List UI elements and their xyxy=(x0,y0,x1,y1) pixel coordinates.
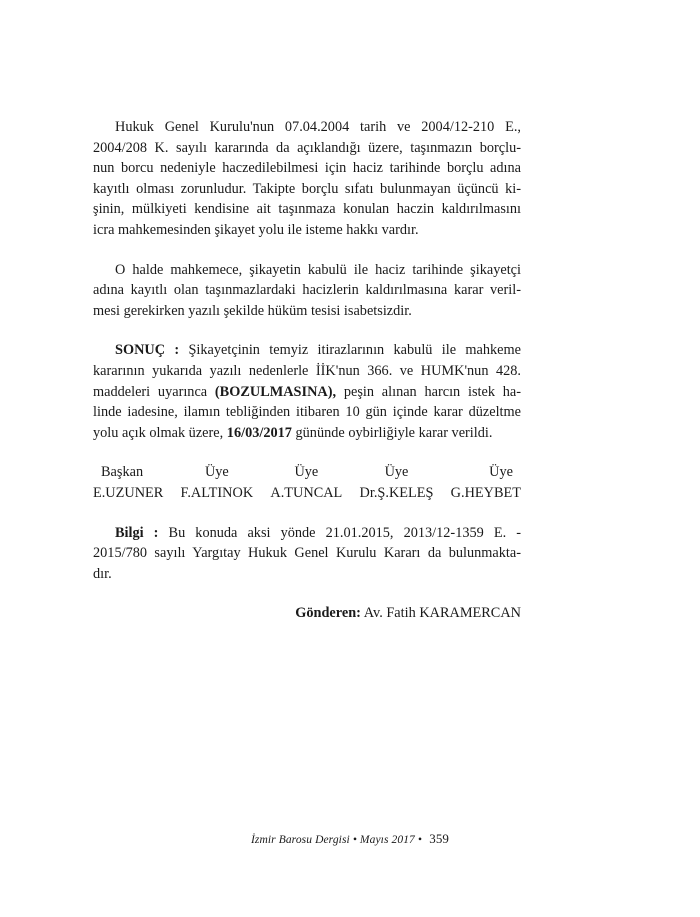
text-line: SONUÇ : Şikayetçinin temyiz itirazlarının kabulü ile mahkeme xyxy=(115,342,521,359)
info-label: Bilgi : xyxy=(115,524,159,541)
judge-title: Başkan xyxy=(101,464,144,481)
judge-title: Üye xyxy=(384,464,409,481)
verdict-label: SONUÇ : xyxy=(115,342,180,359)
judge-title: Üye xyxy=(204,464,229,481)
text-line: kararının yukarıda yazılı nedenlerle İİK'nun 366. ve HUMK'nun 428. xyxy=(93,362,521,379)
paragraph-conclusion-reasoning xyxy=(93,260,521,322)
text-line: Hukuk Genel Kurulu'nun 07.04.2004 tarih ve 2004/12-210 E., xyxy=(115,119,521,135)
judge-member xyxy=(451,462,521,503)
text-line: maddeleri uyarınca (BOZULMASINA), peşin alınan harcın istek ha- xyxy=(93,383,521,400)
text-line: O halde mahkemece, şikayetin kabulü ile haciz tarihinde şikayetçi xyxy=(115,261,521,278)
judge-name: E.UZUNER xyxy=(93,484,164,501)
sender-label: Gönderen: xyxy=(295,605,361,622)
text-line: şinin, mülkiyeti kendisine ait taşınmaza konulan haczin kaldırılmasını xyxy=(93,201,521,218)
sender-line xyxy=(93,603,521,624)
text-line: nun borcu nedeniyle haczedilebilmesi için haciz tarihinde borçlu adına xyxy=(93,160,521,177)
judge-name: A.TUNCAL xyxy=(270,484,343,501)
page-number: 359 xyxy=(429,831,450,846)
page-footer xyxy=(0,831,700,847)
paragraph-verdict xyxy=(93,340,521,443)
text-line: Bilgi : Bu konuda aksi yönde 21.01.2015, 2013/12-1359 E. - xyxy=(115,524,522,541)
judge-member xyxy=(360,462,434,503)
verdict-date: 16/03/2017 xyxy=(226,424,292,441)
text-line: dır. xyxy=(93,565,112,582)
text-line: 2015/780 sayılı Yargıtay Hukuk Genel Kurulu Kararı da bulunmakta- xyxy=(93,545,521,562)
judge-name: Dr.Ş.KELEŞ xyxy=(359,484,434,501)
text-line: adına kayıtlı olan taşınmazlardaki hacizlerin kaldırılmasına karar veril- xyxy=(93,282,521,299)
text-line: kayıtlı olması zorunludur. Takipte borçlu sıfatı bulunmayan üçüncü ki- xyxy=(93,180,521,197)
judge-member xyxy=(270,462,342,503)
judge-member xyxy=(181,462,254,503)
judge-president xyxy=(93,462,163,503)
judges-signatures xyxy=(93,462,521,503)
document-body xyxy=(93,117,521,624)
text-line: yolu açık olmak üzere, 16/03/2017 gününde oybirliğiyle karar verildi. xyxy=(93,424,493,441)
text-line: linde iadesine, ilamın tebliğinden itibaren 10 gün içinde karar düzeltme xyxy=(93,404,521,421)
judge-name: F.ALTINOK xyxy=(180,484,254,501)
paragraph-hgk-decision xyxy=(93,117,521,241)
verdict-decision: (BOZULMASINA), xyxy=(214,383,337,400)
journal-name: İzmir Barosu Dergisi • Mayıs 2017 • xyxy=(250,834,422,846)
sender-name: Av. Fatih KARAMERCAN xyxy=(360,605,521,622)
judge-title: Üye xyxy=(489,464,513,481)
text-line: 2004/208 K. sayılı kararında da açıklandığı üzere, taşınmazın borçlu- xyxy=(93,139,521,156)
judge-title: Üye xyxy=(294,464,319,481)
paragraph-info xyxy=(93,523,521,585)
judge-name: G.HEYBET xyxy=(450,484,521,501)
text-line: mesi gerekirken yazılı şekilde hüküm tesisi isabetsizdir. xyxy=(93,302,412,319)
text-line: icra mahkemesinden şikayet yolu ile isteme hakkı vardır. xyxy=(93,221,419,238)
